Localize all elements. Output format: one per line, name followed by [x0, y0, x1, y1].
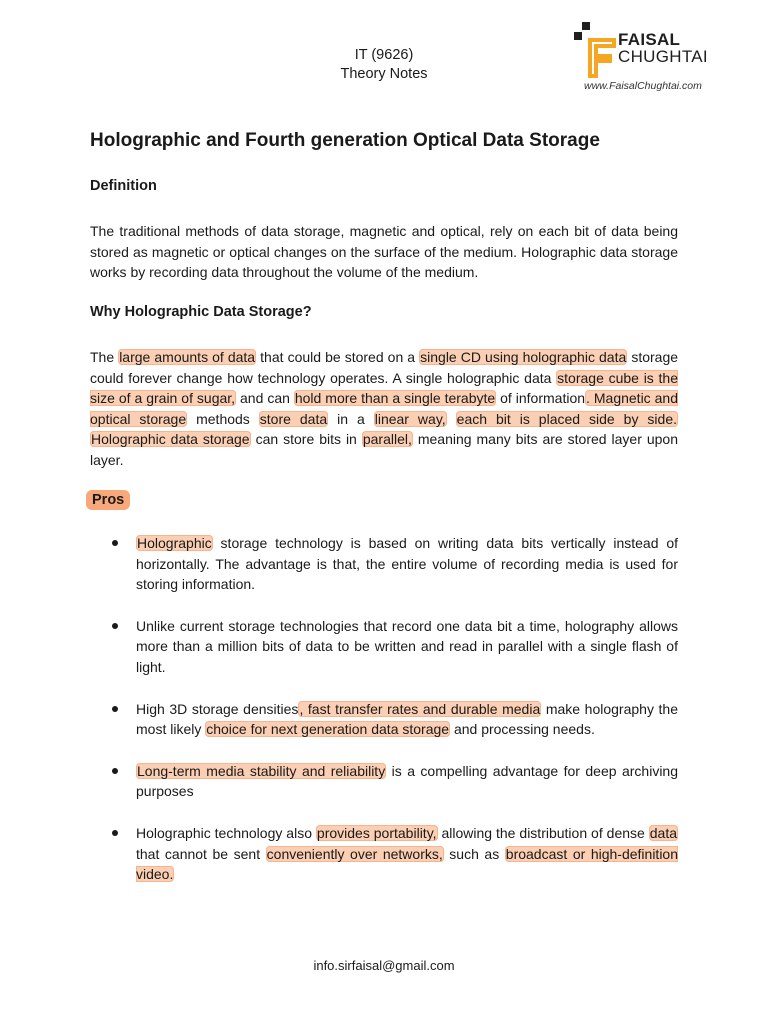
- pros-heading: Pros: [86, 490, 130, 510]
- text-run: of information: [496, 390, 586, 407]
- highlight: provides portability,: [316, 824, 437, 841]
- text-run: make holography the most likely: [136, 700, 679, 738]
- text-run: is a compelling advantage for deep archiving purposes: [136, 762, 679, 800]
- text-run: The: [90, 349, 119, 365]
- highlight: single CD using holographic data: [420, 349, 627, 365]
- highlight: storage cube is the size of a grain of sugar,: [90, 369, 679, 407]
- bullet-icon: [112, 623, 118, 629]
- list-item: [112, 761, 678, 802]
- highlight: large amounts of data: [119, 349, 256, 365]
- pros-list: [112, 533, 678, 885]
- highlight: conveniently over networks,: [266, 845, 443, 862]
- bullet-icon: [112, 830, 118, 836]
- text-run: and can: [236, 390, 294, 407]
- text-run: that could be stored on a: [256, 349, 420, 365]
- doc-type: Theory Notes: [340, 66, 428, 82]
- highlight: parallel,: [362, 431, 412, 448]
- brand-website: www.FaisalChughtai.com: [584, 80, 702, 92]
- brand-line1: FAISAL: [618, 30, 681, 49]
- highlight: data: [649, 824, 677, 841]
- brand-logo: [574, 22, 754, 94]
- highlight: broadcast or high-definition video.: [136, 845, 678, 883]
- text-run: meaning many bits are stored layer upon layer.: [90, 431, 678, 468]
- text-run: can store bits in: [250, 431, 362, 448]
- why-paragraph: [90, 347, 678, 471]
- text-run: in a: [328, 410, 374, 427]
- list-item: [112, 533, 678, 595]
- highlight: choice for next generation data storage: [206, 721, 450, 738]
- brand-line2: CHUGHTAI: [618, 47, 708, 66]
- course-header: [284, 46, 484, 84]
- text-run: storage could forever change how technology operates. A single holographic data: [90, 349, 679, 386]
- text-run: storage technology is based on writing data bits vertically instead of horizontally. The advantage is that, the entire volume of recording media is used for storing information.: [136, 535, 678, 593]
- highlight: hold more than a single terabyte: [294, 390, 496, 407]
- why-heading: Why Holographic Data Storage?: [90, 304, 312, 320]
- list-item: [112, 823, 678, 885]
- bullet-icon: [112, 706, 118, 712]
- course-code: IT (9626): [354, 47, 414, 63]
- page-title: Holographic and Fourth generation Optical Data Storage: [90, 130, 600, 151]
- text-run: Holographic technology also: [136, 824, 316, 841]
- highlight: . Magnetic and optical storage: [90, 390, 678, 427]
- text-run: allowing the distribution of dense: [437, 824, 649, 841]
- footer-email[interactable]: info.sirfaisal@gmail.com: [313, 958, 455, 973]
- bullet-icon: [112, 540, 118, 546]
- list-item: [112, 616, 678, 678]
- brand-name: [618, 31, 708, 65]
- definition-text: The traditional methods of data storage, magnetic and optical, rely on each bit of data being stored as magnetic or optical changes on the surface of the medium. Holographic data storage works by recording data throughout the volume of the medium.: [90, 223, 678, 281]
- text-run: High 3D storage densities: [136, 700, 299, 717]
- text-run: [447, 411, 456, 427]
- highlight: store data: [259, 410, 328, 427]
- highlight: each bit is placed side by side.: [456, 410, 678, 427]
- highlight: linear way,: [374, 410, 446, 427]
- highlight: Long-term media stability and reliability: [137, 762, 386, 779]
- list-item: [112, 699, 678, 740]
- highlight: Holographic: [137, 535, 212, 551]
- logo-mark-icon: [574, 22, 620, 82]
- highlight: , fast transfer rates and durable media: [299, 700, 541, 717]
- text-run: that cannot be sent: [136, 845, 266, 862]
- text-run: Unlike current storage technologies that record one data bit a time, holography allows more than a million bits of data to be written and read in parallel with a single flash of light.: [136, 617, 678, 675]
- definition-heading: Definition: [90, 178, 157, 194]
- text-run: methods: [187, 410, 259, 427]
- text-run: such as: [443, 845, 505, 862]
- bullet-icon: [112, 768, 118, 774]
- text-run: and processing needs.: [450, 721, 595, 738]
- highlight: Holographic data storage: [91, 431, 250, 448]
